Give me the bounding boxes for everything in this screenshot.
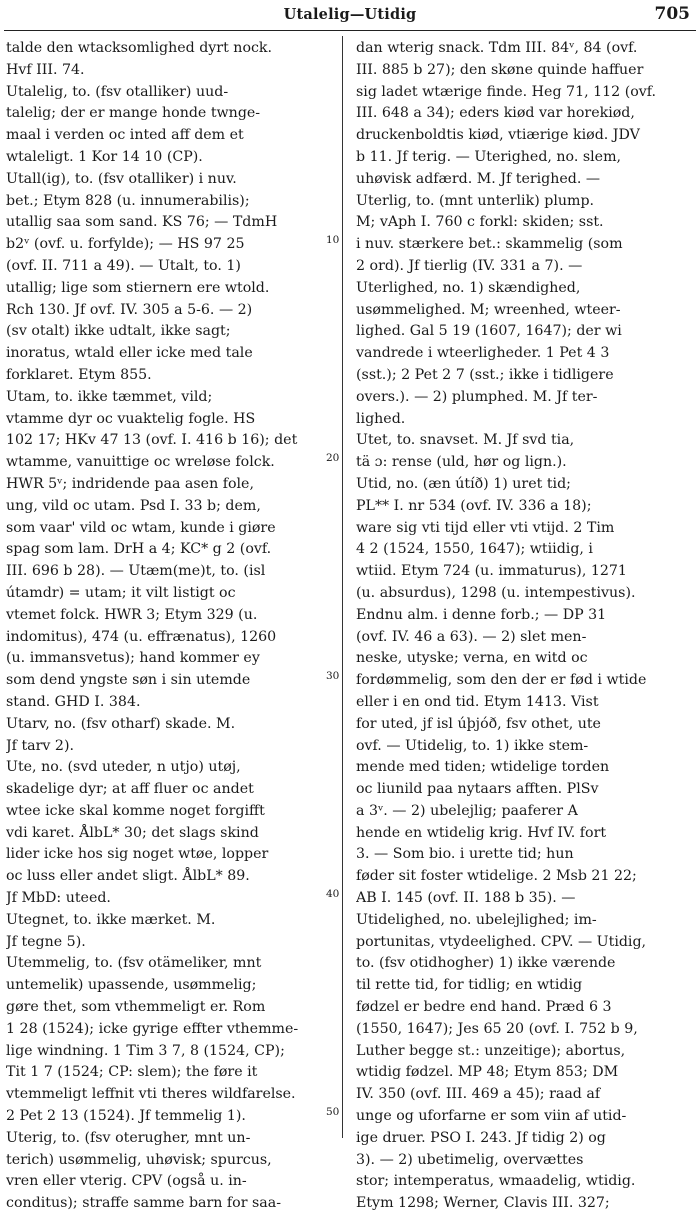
text-line: Utid, no. (æn útíð) 1) uret tid; <box>356 475 571 492</box>
text-line: Jf MbD: uteed. <box>6 890 111 907</box>
text-line: b 11. Jf terig. — Uterighed, no. slem, <box>356 148 622 165</box>
text-line: skadelige dyr; at aff fluer oc andet <box>6 781 254 798</box>
text-line: i nuv. stærkere bet.: skammelig (som <box>356 236 623 253</box>
text-line: lighed. <box>356 410 406 427</box>
text-line: to. (fsv otidhogher) 1) ikke værende <box>356 955 616 972</box>
text-line: fødzel er bedre end hand. Præd 6 3 <box>356 999 612 1016</box>
text-line: untemelik) upassende, usømmelig; <box>6 977 257 994</box>
text-line: 2 Pet 2 13 (1524). Jf temmelig 1). <box>6 1108 246 1125</box>
text-line: III. 885 b 27); den skøne quinde haffuer <box>356 61 644 78</box>
text-line: Jf tegne 5). <box>6 933 86 950</box>
page-number: 705 <box>654 4 690 24</box>
text-line: conditus); straffe samme barn for saa- <box>6 1195 281 1212</box>
text-line: 3. — Som bio. i urette tid; hun <box>356 846 574 863</box>
text-line: 2 ord). Jf tierlig (IV. 331 a 7). — <box>356 257 583 274</box>
text-line: Utet, to. snavset. M. Jf svd tia, <box>356 432 575 449</box>
text-line: 102 17; HKv 47 13 (ovf. I. 416 b 16); det <box>6 432 298 449</box>
text-line: IV. 350 (ovf. III. 469 a 45); raad af <box>356 1086 601 1103</box>
text-line: wtaleligt. 1 Kor 14 10 (CP). <box>6 148 203 165</box>
text-line: (1550, 1647); Jes 65 20 (ovf. I. 752 b 9, <box>356 1020 638 1037</box>
text-line: III. 696 b 28). — Utæm(me)t, to. (isl <box>6 563 266 580</box>
column-divider <box>342 36 343 1138</box>
text-line: Rch 130. Jf ovf. IV. 305 a 5-6. — 2) <box>6 301 253 318</box>
text-line: utallig; lige som stiernern ere wtold. <box>6 279 270 296</box>
text-line: sig ladet wtærige finde. Heg 71, 112 (ovf. <box>356 83 657 100</box>
text-line: overs.). — 2) plumphed. M. Jf ter- <box>356 388 598 405</box>
left-column <box>6 38 334 1215</box>
text-line: (sst.); 2 Pet 2 7 (sst.; ikke i tidligere <box>356 366 614 383</box>
text-line: fordømmelig, som den der er fød i wtide <box>356 672 647 689</box>
text-line: a 3ᵛ. — 2) ubelejlig; paaferer A <box>356 802 578 819</box>
text-line: wtidig fødzel. MP 48; Etym 853; DM <box>356 1064 619 1081</box>
text-line: utallig saa som sand. KS 76; — TdmH <box>6 214 278 231</box>
text-line: portunitas, vtydeelighed. CPV. — Utidig, <box>356 933 647 950</box>
text-line: forklaret. Etym 855. <box>6 366 152 383</box>
text-line: terich) usømmelig, uhøvisk; spurcus, <box>6 1151 272 1168</box>
text-line: Utam, to. ikke tæmmet, vild; <box>6 388 213 405</box>
text-line: 4 2 (1524, 1550, 1647); wtiidig, i <box>356 541 593 558</box>
text-line: ovf. — Utidelig, to. 1) ikke stem- <box>356 737 589 754</box>
text-line: Utemmelig, to. (fsv otämeliker, mnt <box>6 955 262 972</box>
text-line: Utarv, no. (fsv otharf) skade. M. <box>6 715 236 732</box>
text-line: maal i verden oc inted aff dem et <box>6 127 244 144</box>
text-line: føder sit foster wtidelige. 2 Msb 21 22; <box>356 868 637 885</box>
text-line: dan wterig snack. Tdm III. 84ᵛ, 84 (ovf. <box>356 40 638 56</box>
text-line: Uterlig, to. (mnt unterlik) plump. <box>356 192 595 209</box>
line-number: 30 <box>326 670 340 682</box>
text-line: wtee icke skal komme noget forgifft <box>6 802 265 819</box>
text-line: talelig; der er mange honde twnge- <box>6 105 261 122</box>
text-line: lider icke hos sig noget wtøe, lopper <box>6 846 269 863</box>
text-line: 1 28 (1524); icke gyrige effter vthemme- <box>6 1020 299 1037</box>
text-line: usømmelighed. M; wreenhed, wteer- <box>356 301 621 318</box>
text-line: stor; intemperatus, wmaadelig, wtidig. <box>356 1173 636 1190</box>
text-line: til rette tid, for tidlig; en wtidig <box>356 977 583 994</box>
text-line: unge og uforfarne er som viin af utid- <box>356 1108 627 1125</box>
text-line: III. 648 a 34); eders kiød var horekiød, <box>356 105 635 122</box>
text-line: b2ᵛ (ovf. u. forfylde); — HS 97 25 <box>6 236 245 253</box>
text-line: wtiid. Etym 724 (u. immaturus), 1271 <box>356 563 627 580</box>
text-line: hende en wtidelig krig. Hvf IV. fort <box>356 824 607 841</box>
text-line: PL** I. nr 534 (ovf. IV. 336 a 18); <box>356 497 592 514</box>
text-line: Hvf III. 74. <box>6 61 85 78</box>
text-line: 3). — 2) ubetimelig, overvættes <box>356 1151 584 1168</box>
text-line: ware sig vti tijd eller vti vtijd. 2 Tim <box>356 519 615 536</box>
text-line: indomitus), 474 (u. effrænatus), 1260 <box>6 628 277 645</box>
text-line: vtemet folck. HWR 3; Etym 329 (u. <box>6 606 258 623</box>
text-line: stand. GHD I. 384. <box>6 693 141 710</box>
text-line: Endnu alm. i denne forb.; — DP 31 <box>356 606 607 623</box>
text-line: AB I. 145 (ovf. II. 188 b 35). — <box>356 890 576 907</box>
text-line: som vaar' vild oc wtam, kunde i giøre <box>6 519 276 536</box>
text-line: bet.; Etym 828 (u. innumerabilis); <box>6 192 250 209</box>
text-line: vtemmeligt leffnit vti theres wildfarelse. <box>6 1086 296 1103</box>
text-line: for uted, jf isl úþjóð, fsv othet, ute <box>356 715 601 732</box>
text-line: vtamme dyr oc vuaktelig fogle. HS <box>6 410 256 427</box>
page-header <box>0 4 700 28</box>
text-line: (sv otalt) ikke udtalt, ikke sagt; <box>6 323 231 340</box>
running-head: Utalelig—Utidig <box>283 6 417 23</box>
text-line: uhøvisk adfærd. M. Jf terighed. — <box>356 170 601 187</box>
text-line: gøre thet, som vthemmeligt er. Rom <box>6 999 266 1016</box>
text-line: Uterlighed, no. 1) skændighed, <box>356 279 581 296</box>
text-line: HWR 5ᵛ; indridende paa asen fole, <box>6 475 254 492</box>
text-line: oc liunild paa nytaars afften. PlSv <box>356 781 599 798</box>
text-line: tä ɔ: rense (uld, hør og lign.). <box>356 454 567 471</box>
text-line: Tit 1 7 (1524; CP: slem); the føre it <box>6 1064 258 1081</box>
text-line: Utalelig, to. (fsv otalliker) uud- <box>6 83 229 100</box>
text-line: Etym 1298; Werner, Clavis III. 327; <box>356 1195 610 1212</box>
text-line: inoratus, wtald eller icke med tale <box>6 345 253 362</box>
text-line: spag som lam. DrH a 4; KC* g 2 (ovf. <box>6 541 272 558</box>
text-line: (u. immansvetus); hand kommer ey <box>6 650 260 667</box>
line-number: 10 <box>326 234 340 246</box>
text-line: Ute, no. (svd uteder, n utjo) utøj, <box>6 759 241 776</box>
text-line: lighed. Gal 5 19 (1607, 1647); der wi <box>356 323 622 340</box>
text-line: (ovf. II. 711 a 49). — Utalt, to. 1) <box>6 257 241 274</box>
header-rule <box>4 30 696 31</box>
text-line: lige windning. 1 Tim 3 7, 8 (1524, CP); <box>6 1042 285 1059</box>
text-line: neske, utyske; verna, en witd oc <box>356 650 588 667</box>
text-line: Utegnet, to. ikke mærket. M. <box>6 911 216 928</box>
text-line: vren eller vterig. CPV (også u. in- <box>6 1173 247 1190</box>
text-line: Jf tarv 2). <box>6 737 74 754</box>
text-line: (ovf. IV. 46 a 63). — 2) slet men- <box>356 628 587 645</box>
text-line: Utidelighed, no. ubelejlighed; im- <box>356 911 597 928</box>
text-line: eller i en ond tid. Etym 1413. Vist <box>356 693 599 710</box>
text-line: wtamme, vanuittige oc wreløse folck. <box>6 454 275 471</box>
text-line: Utall(ig), to. (fsv otalliker) i nuv. <box>6 170 237 187</box>
text-line: som dend yngste søn i sin utemde <box>6 672 251 689</box>
text-line: Uterig, to. (fsv oterugher, mnt un- <box>6 1129 251 1146</box>
text-line: oc luss eller andet sligt. ÅlbL* 89. <box>6 868 250 885</box>
text-line: útamdr) = utam; it vilt listigt oc <box>6 584 236 601</box>
text-line: talde den wtacksomlighed dyrt nock. <box>6 40 273 56</box>
text-line: vandrede i wteerligheder. 1 Pet 4 3 <box>356 345 610 362</box>
right-column <box>356 38 690 1215</box>
line-number: 20 <box>326 452 340 464</box>
line-number: 50 <box>326 1106 340 1118</box>
text-line: (u. absurdus), 1298 (u. intempestivus). <box>356 584 636 601</box>
text-line: M; vAph I. 760 c forkl: skiden; sst. <box>356 214 604 231</box>
text-line: druckenboldtis kiød, vtiærige kiød. JDV <box>356 127 640 144</box>
text-line: mende med tiden; wtidelige torden <box>356 759 610 776</box>
text-line: ung, vild oc utam. Psd I. 33 b; dem, <box>6 497 261 514</box>
line-number: 40 <box>326 888 340 900</box>
text-line: ige druer. PSO I. 243. Jf tidig 2) og <box>356 1129 606 1146</box>
text-line: vdi karet. ÅlbL* 30; det slags skind <box>6 824 259 841</box>
text-line: Luther begge st.: unzeitige); abortus, <box>356 1042 626 1059</box>
